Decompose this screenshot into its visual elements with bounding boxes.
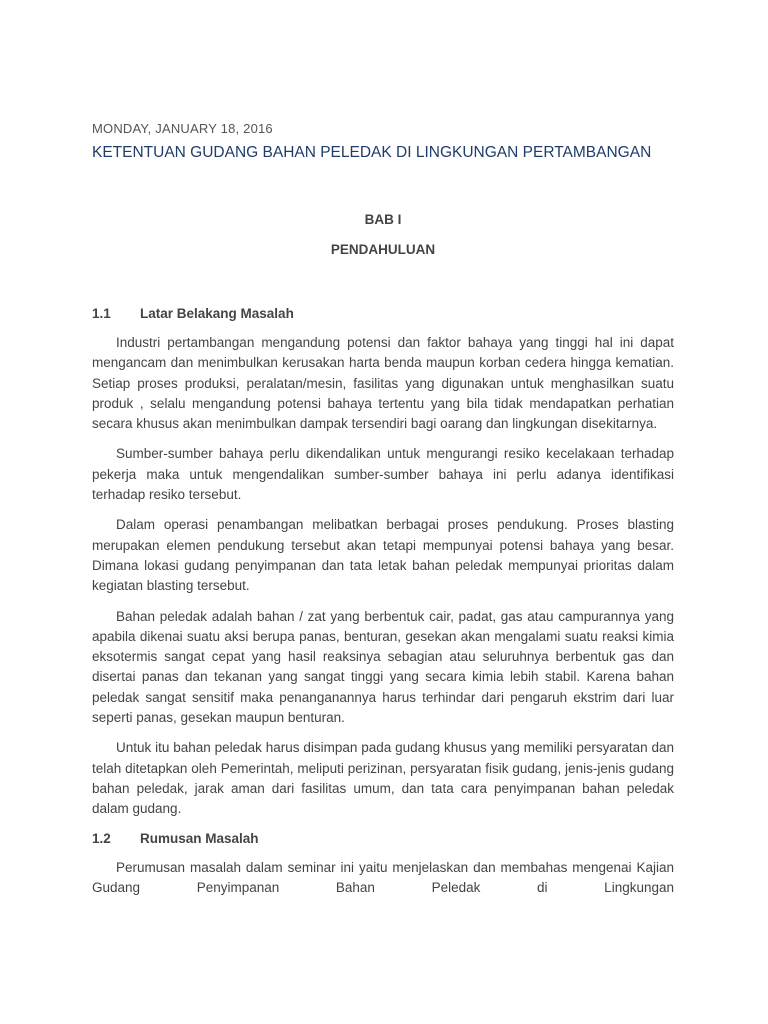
section-number: 1.1 — [92, 306, 111, 321]
post-date: MONDAY, JANUARY 18, 2016 — [92, 121, 273, 136]
paragraph: Industri pertambangan mengandung potensi dan faktor bahaya yang tinggi hal ini dapat mengancam dan menimbulkan kerusakan harta benda maupun korban cedera hingga kematian. Setiap proses produksi, peralatan/mesin, fasilitas yang digunakan untuk menghasilkan suatu produk , selalu mengandung potensi bahaya tertentu yang bila tidak mendapatkan perhatian secara khusus akan menimbulkan dampak tersendiri bagi oarang dan lingkungan disekitarnya. — [92, 335, 674, 432]
chapter-number: BAB I — [364, 212, 402, 227]
section-number: 1.2 — [92, 830, 111, 846]
chapter-title: PENDAHULUAN — [330, 242, 436, 257]
section-heading-1-2 — [92, 830, 674, 848]
paragraph: Untuk itu bahan peledak harus disimpan pada gudang khusus yang memiliki persyaratan dan telah ditetapkan oleh Pemerintah, meliputi perizinan, persyaratan fisik gudang, jenis-jenis gudang bahan peledak, jarak aman dari fasilitas umum, dan tata cara penyimpanan bahan peledak dalam gudang. — [92, 740, 674, 817]
post-title[interactable]: KETENTUAN GUDANG BAHAN PELEDAK DI LINGKUNGAN PERTAMBANGAN — [92, 144, 652, 161]
paragraph: Dalam operasi penambangan melibatkan berbagai proses pendukung. Proses blasting merupakan elemen pendukung tersebut akan tetapi mempunyai potensi bahaya yang besar. Dimana lokasi gudang penyimpanan dan tata letak bahan peledak mempunyai prioritas dalam kegiatan blasting tersebut. — [92, 517, 674, 594]
section-title: Rumusan Masalah — [140, 830, 259, 846]
section-title: Latar Belakang Masalah — [140, 306, 294, 321]
paragraph: Sumber-sumber bahaya perlu dikendalikan untuk mengurangi resiko kecelakaan terhadap pekerja maka untuk mengendalikan sumber-sumber bahaya ini perlu adanya identifikasi terhadap resiko tersebut. — [92, 446, 674, 503]
paragraph: Bahan peledak adalah bahan / zat yang berbentuk cair, padat, gas atau campurannya yang apabila dikenai suatu aksi berupa panas, benturan, gesekan akan mengalami suatu reaksi kimia eksotermis sangat cepat yang hasil reaksinya sebagian atau seluruhnya berbentuk gas dan disertai panas dan tekanan yang sangat tinggi yang secara kimia lebih stabil. Karena bahan peledak sangat sensitif maka penanganannya harus terhindar dari pengaruh ekstrim dari luar seperti panas, gesekan maupun benturan. — [92, 608, 674, 726]
paragraph: Perumusan masalah dalam seminar ini yaitu menjelaskan dan membahas mengenai Kajian Gudang Penyimpanan Bahan Peledak di Lingkungan — [92, 859, 674, 895]
section-heading-1-1 — [92, 305, 674, 323]
document-page — [92, 120, 674, 898]
